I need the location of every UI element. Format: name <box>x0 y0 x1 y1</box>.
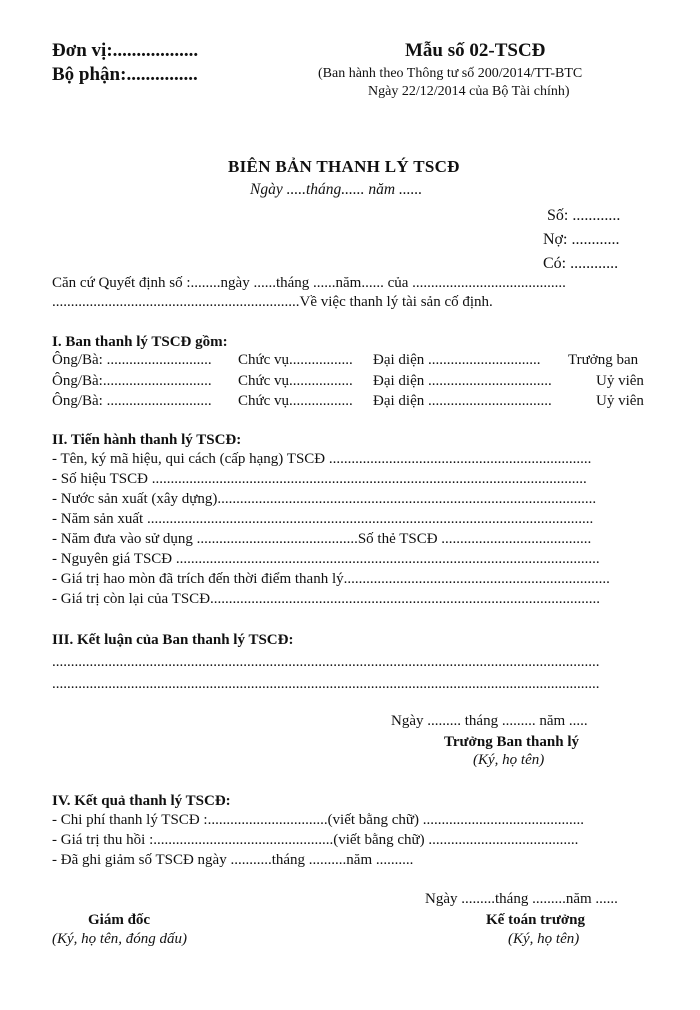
ref-so: Số: ............ <box>547 207 621 224</box>
committee-head-label: Trưởng Ban thanh lý <box>444 734 579 750</box>
member-rep: Đại diện ................................. <box>373 373 552 389</box>
member-title: Trưởng ban <box>568 352 639 368</box>
ref-co: Có: ............ <box>543 255 619 272</box>
issued-line-2: Ngày 22/12/2014 của Bộ Tài chính) <box>368 84 570 99</box>
department-field: Bộ phận:............... <box>52 64 198 85</box>
result-item: - Giá trị thu hồi :................................................(viết bằng chữ) ........................................ <box>52 832 579 848</box>
conclusion-date: Ngày ......... tháng ......... năm ..... <box>391 713 588 729</box>
asset-item: - Năm đưa vào sử dụng ...........................................Số thẻ TSCĐ ........................................ <box>52 531 592 547</box>
asset-item: - Năm sản xuất ....................................................................................................................... <box>52 511 594 527</box>
result-item: - Chi phí thanh lý TSCĐ :................................(viết bằng chữ) ........................................... <box>52 812 584 828</box>
document-title: BIÊN BẢN THANH LÝ TSCĐ <box>228 157 460 176</box>
document-date: Ngày .....tháng...... năm ...... <box>250 181 423 198</box>
member-name: Ông/Bà:............................. <box>52 373 212 389</box>
member-title: Uỷ viên <box>596 393 644 409</box>
member-name: Ông/Bà: ............................ <box>52 352 212 368</box>
director-sign-note: (Ký, họ tên, đóng dấu) <box>52 931 187 947</box>
chief-accountant-label: Kế toán trưởng <box>486 912 585 928</box>
issued-line-1: (Ban hành theo Thông tư số 200/2014/TT-BTC <box>318 66 583 81</box>
section-4-heading: IV. Kết quả thanh lý TSCĐ: <box>52 793 231 809</box>
asset-item: - Nguyên giá TSCĐ ................................................................................................................. <box>52 551 600 567</box>
asset-item: - Tên, ký mã hiệu, qui cách (cấp hạng) TSCĐ ...................................................................... <box>52 451 592 467</box>
unit-field: Đơn vị:.................. <box>52 40 199 61</box>
conclusion-line: .................................................................................................................................................. <box>52 676 600 692</box>
asset-item: - Nước sản xuất (xây dựng)..................................................................................................... <box>52 491 597 507</box>
basis-line-1: Căn cứ Quyết định số :........ngày ......tháng ......năm...... của ......................................... <box>52 275 566 291</box>
result-date: Ngày .........tháng .........năm ...... <box>425 891 618 907</box>
asset-item: - Giá trị còn lại của TSCĐ........................................................................................................ <box>52 591 601 607</box>
form-number: Mẫu số 02-TSCĐ <box>405 40 546 61</box>
conclusion-line: .................................................................................................................................................. <box>52 654 600 670</box>
member-role: Chức vụ................. <box>238 373 353 389</box>
director-label: Giám đốc <box>88 912 151 928</box>
member-role: Chức vụ................. <box>238 352 353 368</box>
member-rep: Đại diện .............................. <box>373 352 541 368</box>
member-role: Chức vụ................. <box>238 393 353 409</box>
member-title: Uỷ viên <box>596 373 644 389</box>
section-1-heading: I. Ban thanh lý TSCĐ gồm: <box>52 334 228 350</box>
member-name: Ông/Bà: ............................ <box>52 393 212 409</box>
asset-item: - Giá trị hao mòn đã trích đến thời điểm thanh lý....................................................................... <box>52 571 610 587</box>
chief-accountant-sign-note: (Ký, họ tên) <box>508 931 580 947</box>
ref-no: Nợ: ............ <box>543 231 620 248</box>
basis-line-2: ..................................................................Về việc thanh lý tài sản cố định. <box>52 294 493 310</box>
member-rep: Đại diện ................................. <box>373 393 552 409</box>
asset-item: - Số hiệu TSCĐ .................................................................................................................... <box>52 471 587 487</box>
result-item: - Đã ghi giảm số TSCĐ ngày ...........tháng ..........năm .......... <box>52 852 414 868</box>
committee-head-sign-note: (Ký, họ tên) <box>473 752 545 768</box>
section-2-heading: II. Tiến hành thanh lý TSCĐ: <box>52 432 242 448</box>
section-3-heading: III. Kết luận của Ban thanh lý TSCĐ: <box>52 632 294 648</box>
